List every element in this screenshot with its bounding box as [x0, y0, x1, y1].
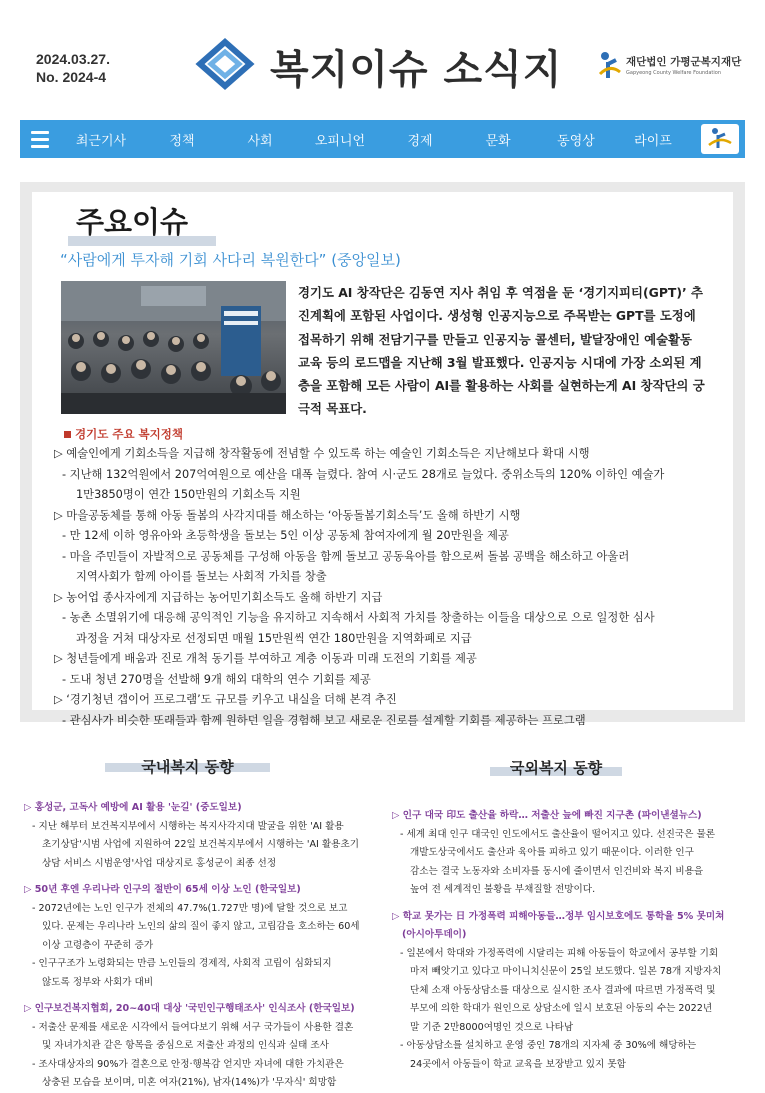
news-detail: - 조사대상자의 90%가 결혼으로 안정·행복감 얻지만 자녀에 대한 가치관은	[32, 1058, 344, 1070]
lead-line: 진계획에 포함된 사업이다. 생성형 인공지능으로 주목받는 GPT를 도정에	[298, 308, 696, 324]
news-detail	[24, 992, 386, 1000]
nav-item-video[interactable]: 동영상	[557, 133, 595, 149]
main-issue-section	[20, 182, 745, 727]
news-detail: 마저 빼앗기고 있다고 마이니치신문이 25일 보도했다. 일본 78개 지방자치	[410, 966, 722, 977]
nav-item-policy[interactable]: 정책	[169, 133, 195, 149]
news-detail: 이상 고령층이 꾸준히 증가	[42, 939, 154, 951]
news-detail: 말 기준 2만8000여명인 것으로 나타남	[410, 1021, 574, 1033]
news-detail: - 세계 최대 인구 대국인 인도에서도 출산율이 떨어지고 있다. 선진국은 물론	[400, 828, 716, 840]
issue-info	[36, 50, 110, 86]
newsletter-title: 복지이슈 소식지	[270, 47, 563, 93]
main-issue-heading: 주요이슈	[76, 205, 189, 239]
foundation-logo-icon	[596, 50, 624, 82]
news-headline[interactable]: ▷ 인구 대국 印도 출산율 하락… 저출산 늪에 빠진 지구촌 (파이낸셜뉴스)	[392, 810, 702, 821]
lead-line: 접목하기 위해 전담기구를 만들고 인공지능 콜센터, 발달장애인 예술활동	[298, 331, 692, 347]
header	[0, 0, 765, 115]
nav-item-opinion[interactable]: 오피니언	[314, 133, 366, 149]
lead-paragraph	[298, 281, 728, 421]
policy-detail: 1만3850명이 연간 150만원의 기회소득 지원	[76, 488, 301, 501]
nav-item-society[interactable]: 사회	[247, 133, 273, 149]
policy-item: ▷ ‘경기청년 갭이어 프로그램’도 규모를 키우고 내실을 더해 본격 추진	[54, 693, 397, 706]
policy-detail: - 도내 청년 270명을 선발해 9개 해외 대학의 연수 기회를 제공	[62, 672, 371, 686]
news-detail: 감소는 결국 노동자와 소비자를 동시에 줄이면서 인건비와 복지 비용을	[410, 865, 704, 877]
policy-detail: - 마을 주민들이 자발적으로 공동체를 구성해 아동을 함께 돌보고 공동육아를 함으로써 돌봄 공백을 해소하고 아울러	[62, 549, 630, 563]
lead-line: 층을 포함해 모든 사람이 AI를 활용하는 사회를 실현하는게 AI 창작단의 궁	[298, 378, 705, 394]
nav-logo-icon[interactable]	[701, 124, 739, 154]
org-name: 재단법인 가평군복지재단	[626, 56, 742, 68]
nav-item-life[interactable]: 라이프	[634, 133, 672, 149]
news-detail: 않도록 정부와 사회가 대비	[42, 976, 154, 988]
news-detail: 개발도상국에서도 출산과 육아를 피하고 있기 때문이다. 이러한 인구	[410, 847, 694, 858]
news-detail: 상담 서비스 시범운영'사업 대상지로 홍성군이 최종 선정	[42, 857, 277, 869]
news-headline[interactable]: ▷ 50년 후엔 우리나라 인구의 절반이 65세 이상 노인 (한국일보)	[24, 884, 301, 895]
news-detail: - 저출산 문제를 새로운 시각에서 들여다보기 위해 서구 국가들이 사용한 결혼	[32, 1021, 354, 1033]
nav-item-economy[interactable]: 경제	[407, 133, 433, 149]
news-headline[interactable]: ▷ 홍성군, 고독사 예방에 AI 활용 '눈길' (중도일보)	[24, 802, 242, 813]
domestic-news-list	[24, 799, 386, 1093]
news-detail	[24, 873, 386, 881]
news-headline[interactable]: (아시아투데이)	[402, 929, 467, 940]
news-detail: 있다. 문제는 우리나라 노인의 삶의 질이 좋지 않고, 고립감을 호소하는 60세	[42, 921, 360, 932]
news-detail: 부모에 의한 학대가 원인으로 상담소에 일시 보호된 아동의 수는 2022년	[410, 1003, 713, 1014]
issue-number: No. 2024-4	[36, 69, 107, 85]
lead-line: 교육 등의 로드맵을 지난해 3월 발표했다. 인공지능 시대에 가장 소외된 계	[298, 354, 702, 370]
news-detail: 초기상담'시범 사업에 지원하여 22일 보건복지부에서 시행하는 'AI 활용초기	[42, 839, 359, 850]
menu-icon[interactable]	[20, 120, 60, 158]
news-headline[interactable]: ▷ 인구보건복지협회, 20~40대 대상 '국민인구행태조사' 인식조사 (한국일보)	[24, 1003, 355, 1014]
policy-item: ▷ 예술인에게 기회소득을 지급해 창작활동에 전념할 수 있도록 하는 예술인 기회소득은 지난해보다 확대 시행	[54, 447, 590, 460]
newsletter-logo-icon	[196, 40, 254, 88]
news-detail: 상충된 모습을 보이며, 미혼 여자(21%), 남자(14%)가 '무자식' 희망함	[42, 1077, 337, 1088]
policy-detail: 지역사회가 함께 아이를 돌보는 사회적 가치를 창출	[76, 570, 327, 583]
news-detail: - 2072년에는 노인 인구가 전체의 47.7%(1.727만 명)에 달할 것으로 보고	[32, 902, 348, 914]
news-detail: - 인구구조가 노령화되는 만큼 노인들의 경제적, 사회적 고립이 심화되지	[32, 958, 332, 969]
policy-detail: - 농촌 소멸위기에 대응해 공익적인 기능을 유지하고 지속해서 사회적 가치를 창출하는 이들을 대상으로 으로 일정한 심사	[62, 611, 655, 624]
headline-quote: “사람에게 투자해 기회 사다리 복원한다” (중앙일보)	[60, 251, 401, 269]
lead-line: 경기도 AI 창작단은 김동연 지사 취임 후 역점을 둔 ‘경기지피티(GPT)’ 추	[298, 285, 704, 300]
news-detail: 24곳에서 아동들이 학교 교육을 보장받고 있지 못함	[410, 1058, 626, 1070]
policy-item: ▷ 농어업 종사자에게 지급하는 농어민기회소득도 올해 하반기 지급	[54, 590, 383, 604]
news-detail: 높여 전 세계적인 불황을 부채질할 전망이다.	[410, 884, 596, 895]
news-photo	[61, 281, 286, 414]
overseas-heading: 국외복지 동향	[509, 759, 603, 777]
policy-item: ▷ 청년들에게 배움과 진로 개척 동기를 부여하고 계층 이동과 미래 도전의 기회를 제공	[54, 652, 477, 665]
policy-item: ▷ 마을공동체를 통해 아동 돌봄의 사각지대를 해소하는 ‘아동돌봄기회소득’도 올해 하반기 시행	[54, 508, 521, 522]
news-headline[interactable]: ▷ 학교 못가는 日 가정폭력 피해아동들…정부 임시보호에도 통학율 5% 못미쳐	[392, 910, 725, 922]
policy-detail: - 지난해 132억원에서 207억여원으로 예산을 대폭 늘렸다. 참여 시·군도 28개로 늘었다. 중위소득의 120% 이하인 예술가	[62, 467, 665, 481]
nav-item-recent[interactable]: 최근기사	[75, 133, 127, 149]
policy-detail: - 만 12세 이하 영유아와 초등학생을 돌보는 5인 이상 공동체 참여자에게 월 20만원을 제공	[62, 529, 509, 542]
org-name-en: Gapyeong County Welfare Foundation	[626, 70, 721, 76]
main-issue-card	[32, 192, 733, 727]
news-detail: - 지난 해부터 보건복지부에서 시행하는 복지사각지대 발굴을 위한 'AI 활용	[32, 820, 344, 832]
domestic-heading: 국내복지 동향	[141, 758, 234, 776]
news-detail: - 일본에서 학대와 가정폭력에 시달리는 피해 아동들이 학교에서 공부할 기회	[400, 947, 719, 959]
news-detail: 단체 소재 아동상담소를 대상으로 실시한 조사 결과에 따르면 가정폭력 및	[410, 984, 716, 996]
square-bullet-icon	[64, 431, 71, 438]
news-detail: 및 자녀가치관 같은 항목을 중심으로 저출산 과정의 인식과 실태 조사	[42, 1040, 329, 1051]
overseas-news-list	[392, 807, 748, 1074]
policy-detail: 과정을 거쳐 대상자로 선정되면 매월 15만원씩 연간 180만원을 지역화폐로 지급	[76, 631, 472, 645]
org-logo	[596, 48, 746, 84]
news-detail	[392, 900, 748, 908]
nav-bar	[20, 120, 745, 158]
lead-line: 극적 목표다.	[298, 401, 367, 417]
nav-item-culture[interactable]: 문화	[485, 133, 511, 149]
news-detail: - 아동상담소를 설치하고 운영 중인 78개의 지자체 중 30%에 해당하는	[400, 1040, 697, 1051]
policy-detail: - 관심사가 비슷한 또래들과 함께 원하던 일을 경험해 보고 새로운 진로를 설계할 기회를 제공하는 프로그램	[62, 713, 586, 727]
policy-list	[54, 444, 724, 731]
issue-date: 2024.03.27.	[36, 51, 110, 67]
policy-section-title: 경기도 주요 복지정책	[64, 426, 183, 442]
